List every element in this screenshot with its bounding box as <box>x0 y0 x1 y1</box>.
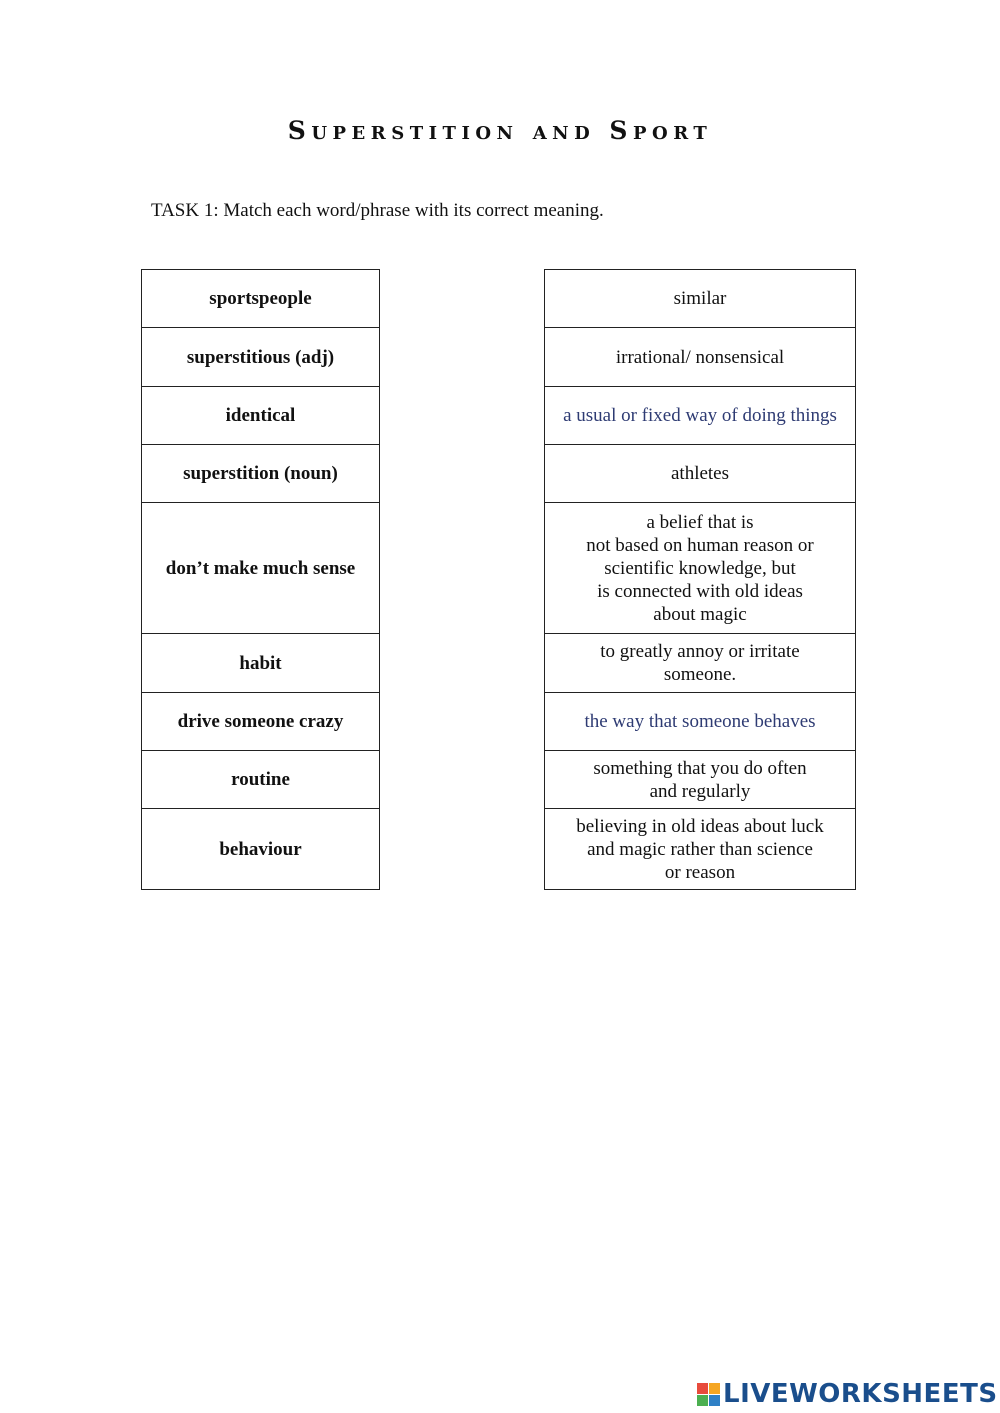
liveworksheets-logo-icon <box>697 1383 720 1406</box>
terms-table <box>141 269 380 890</box>
meaning-cell[interactable] <box>545 503 856 634</box>
task-instruction: TASK 1: Match each word/phrase with its correct meaning. <box>151 200 604 221</box>
meaning-text: something that you do often and regularly <box>593 757 807 802</box>
meaning-text: a belief that is not based on human reason or scientific knowledge, but is connected with old ideas about magic <box>586 511 814 625</box>
page-title: Superstition and Sport <box>287 116 713 145</box>
meanings-table <box>544 269 856 890</box>
term-cell[interactable]: habit <box>142 634 380 693</box>
term-cell[interactable]: identical <box>142 387 380 445</box>
logo-square <box>697 1395 708 1406</box>
meaning-text: similar <box>673 288 727 309</box>
meaning-text: the way that someone behaves <box>584 711 816 732</box>
meaning-cell[interactable] <box>545 328 856 387</box>
logo-square <box>709 1383 720 1394</box>
term-cell[interactable]: superstition (noun) <box>142 445 380 503</box>
meaning-text: athletes <box>670 463 730 484</box>
liveworksheets-brand <box>697 1378 998 1410</box>
meaning-cell[interactable] <box>545 693 856 751</box>
meaning-cell[interactable] <box>545 751 856 809</box>
meaning-cell[interactable] <box>545 634 856 693</box>
logo-square <box>697 1383 708 1394</box>
term-cell[interactable]: drive someone crazy <box>142 693 380 751</box>
meaning-text: to greatly annoy or irritate someone. <box>600 641 800 685</box>
meaning-cell[interactable] <box>545 809 856 890</box>
meaning-cell[interactable] <box>545 270 856 328</box>
term-cell[interactable]: sportspeople <box>142 270 380 328</box>
brand-name: LIVEWORKSHEETS <box>723 1379 998 1409</box>
term-cell[interactable]: routine <box>142 751 380 809</box>
logo-square <box>709 1395 720 1406</box>
meaning-cell[interactable] <box>545 387 856 445</box>
meaning-text: believing in old ideas about luck and magic rather than science or reason <box>576 815 824 883</box>
term-cell[interactable]: don’t make much sense <box>142 503 380 634</box>
term-cell[interactable]: behaviour <box>142 809 380 890</box>
term-cell[interactable]: superstitious (adj) <box>142 328 380 387</box>
meaning-text: irrational/ nonsensical <box>615 346 785 368</box>
meaning-cell[interactable] <box>545 445 856 503</box>
meaning-text: a usual or fixed way of doing things <box>563 405 837 426</box>
